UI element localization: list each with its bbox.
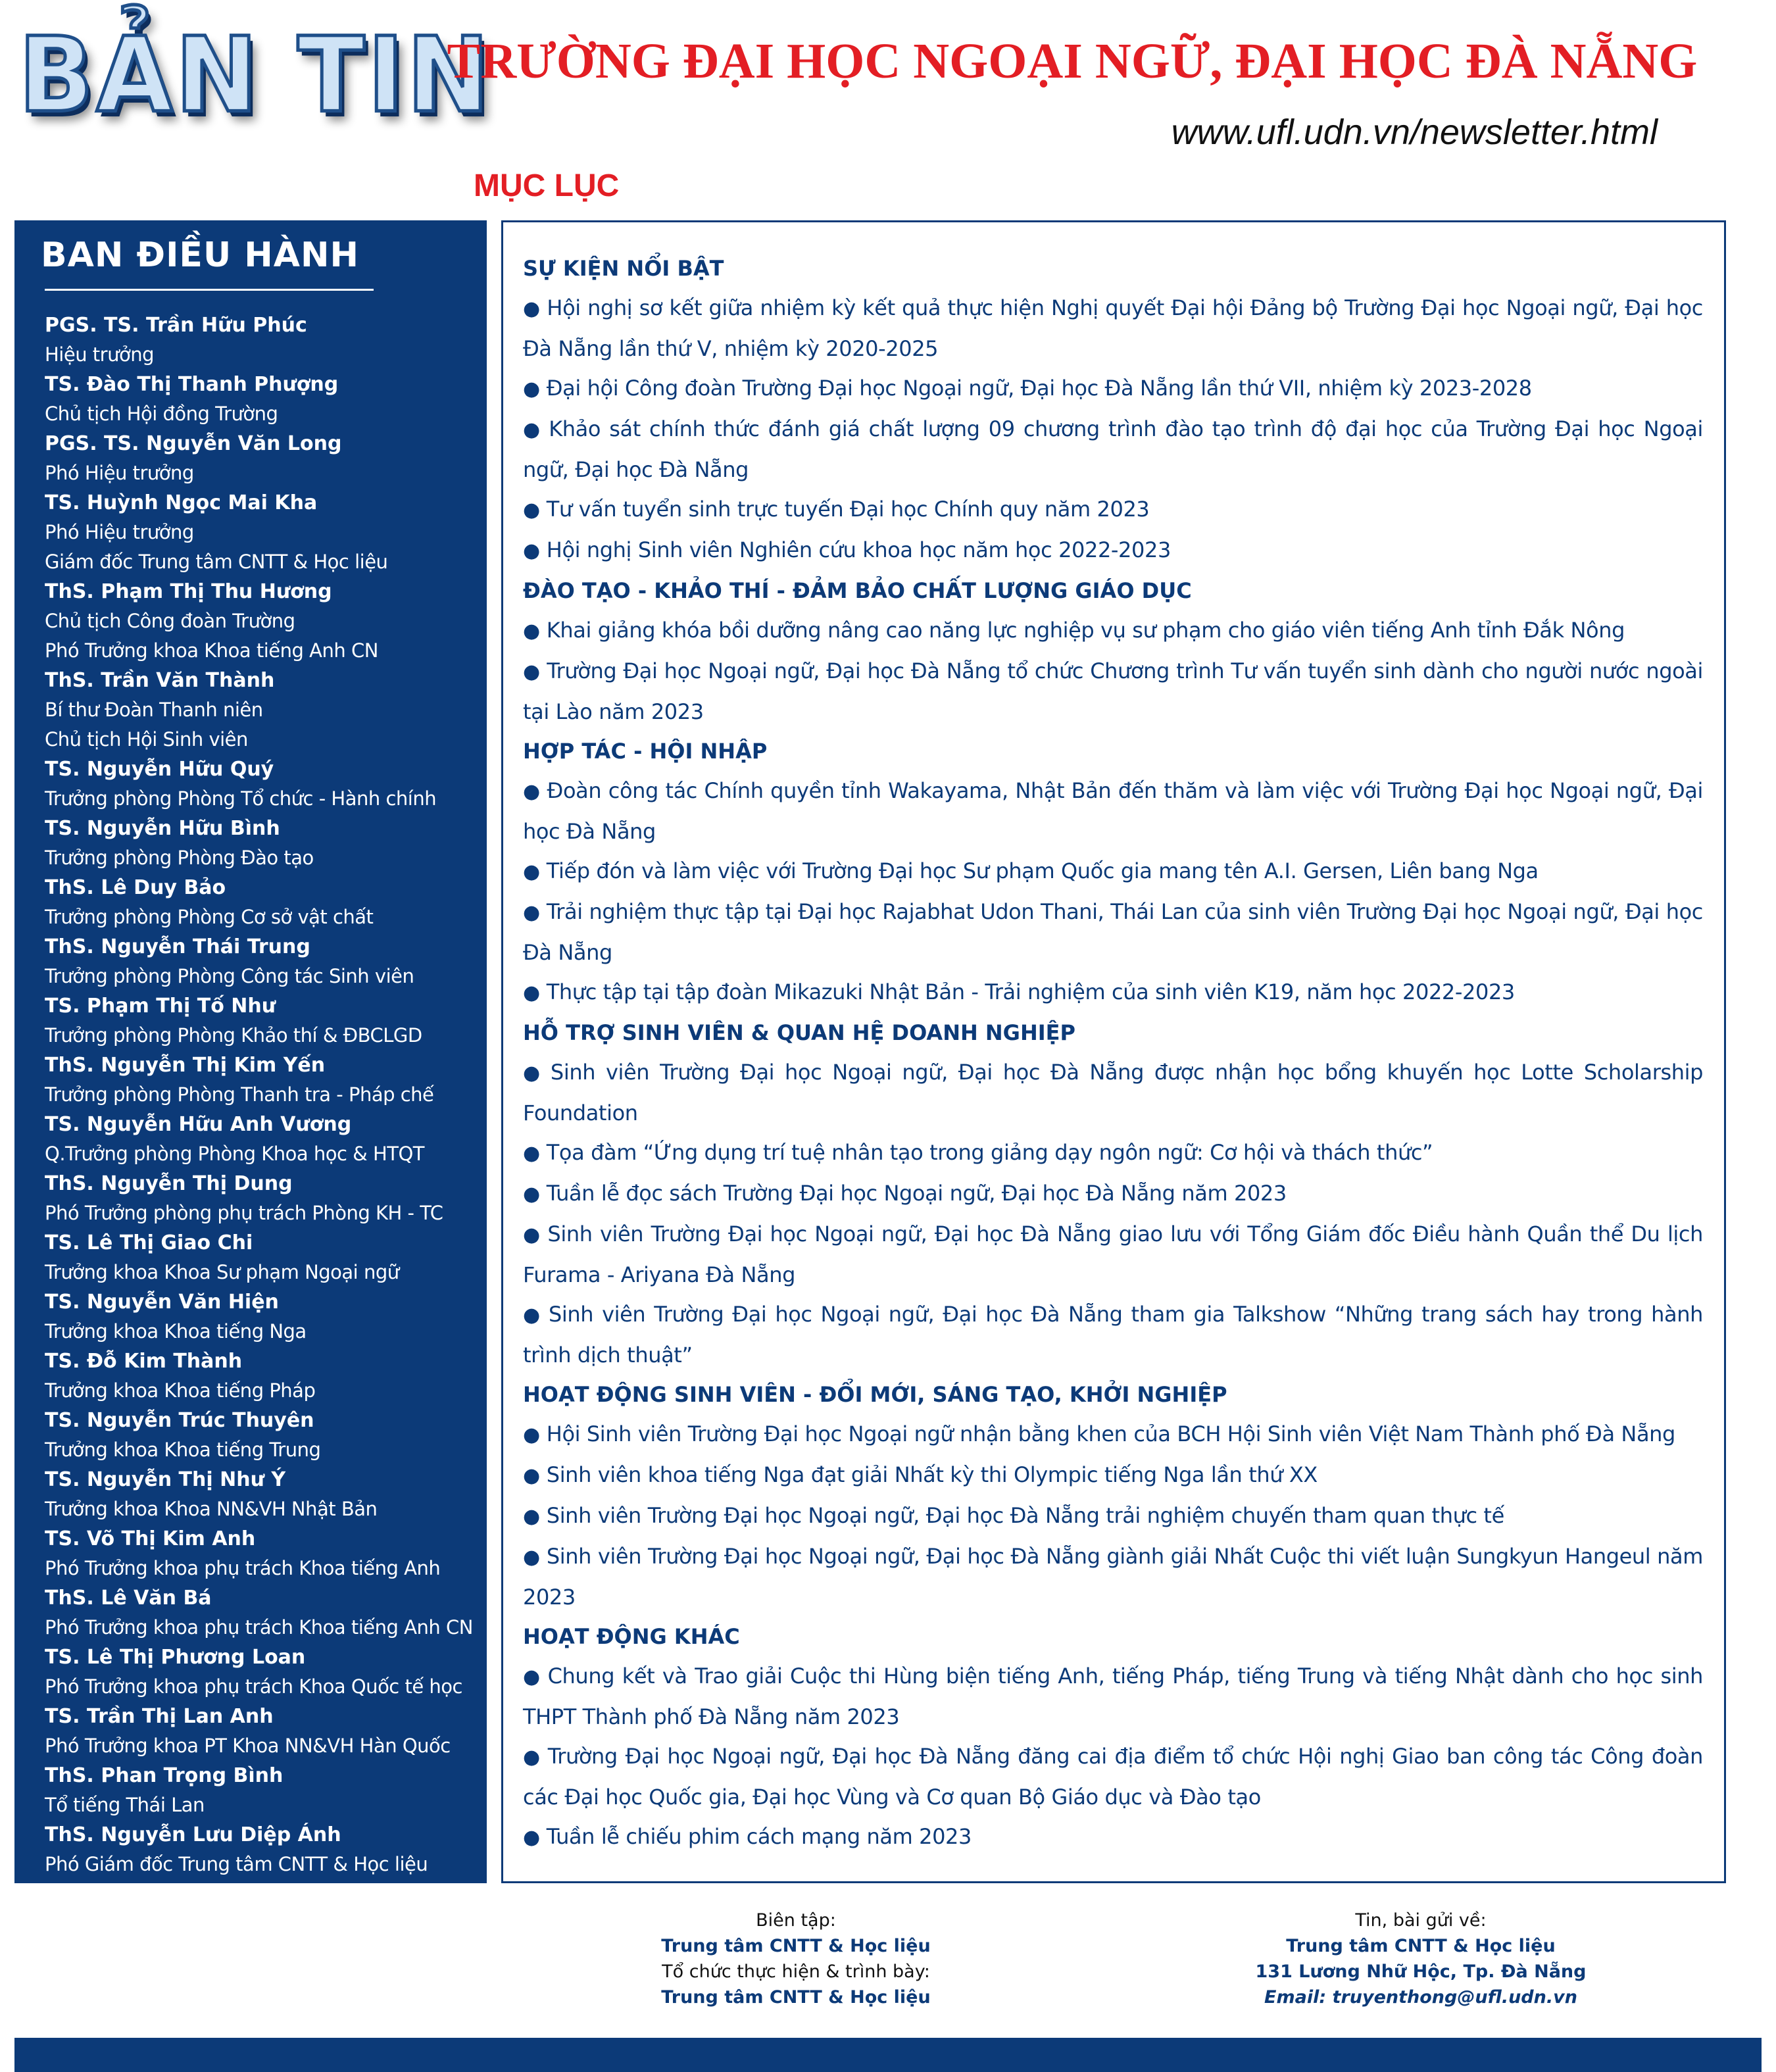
board-member xyxy=(45,1702,472,1761)
member-name: TS. Phạm Thị Tố Như xyxy=(45,995,276,1018)
toc-item-text: Sinh viên Trường Đại học Ngoại ngữ, Đại học Đà Nẵng giao lưu với Tổng Giám đốc Điều hành Quần thể Du lịch Furama - Ariyana Đà Nẵng xyxy=(523,1221,1703,1287)
member-name: PGS. TS. Nguyễn Văn Long xyxy=(45,432,342,456)
board-member xyxy=(45,429,472,488)
board-member xyxy=(45,310,472,370)
toc-item[interactable] xyxy=(523,851,1703,892)
member-role: Phó Trưởng khoa PT Khoa NN&VH Hàn Quốc xyxy=(45,1735,451,1758)
toc-section-title: HỢP TÁC - HỘI NHẬP xyxy=(523,739,768,764)
board-member xyxy=(45,1346,472,1406)
member-role: Trưởng phòng Phòng Công tác Sinh viên xyxy=(45,965,414,988)
member-name: PGS. TS. Trần Hữu Phúc xyxy=(45,314,307,337)
member-role: Q.Trưởng phòng Phòng Khoa học & HTQT xyxy=(45,1143,425,1166)
member-name: ThS. Trần Văn Thành xyxy=(45,669,275,693)
board-member xyxy=(45,488,472,577)
member-name: TS. Đào Thị Thanh Phượng xyxy=(45,373,339,397)
member-name: TS. Nguyễn Hữu Anh Vương xyxy=(45,1113,352,1137)
toc-item-text: Tọa đàm “Ứng dụng trí tuệ nhân tạo trong giảng dạy ngôn ngữ: Cơ hội và thách thức” xyxy=(546,1140,1433,1165)
bullet-icon: ● xyxy=(523,1304,542,1327)
member-name: ThS. Lê Văn Bá xyxy=(45,1587,212,1610)
member-role: Phó Trưởng khoa phụ trách Khoa tiếng Anh CN xyxy=(45,1616,473,1639)
toc-item[interactable] xyxy=(523,892,1703,972)
bullet-icon: ● xyxy=(523,499,540,522)
toc-item[interactable] xyxy=(523,1173,1703,1214)
board-member xyxy=(45,1820,472,1879)
board-member xyxy=(45,1287,472,1346)
bullet-icon: ● xyxy=(523,297,541,320)
member-name: TS. Huỳnh Ngọc Mai Kha xyxy=(45,491,318,515)
toc-item-text: Hội nghị sơ kết giữa nhiệm kỳ kết quả thực hiện Nghị quyết Đại hội Đảng bộ Trường Đại học Ngoại ngữ, Đại học Đà Nẵng lần thứ V, nhiệm kỳ 2020-2025 xyxy=(523,295,1703,361)
contact-credits xyxy=(1184,1908,1658,2010)
member-role: Chủ tịch Công đoàn Trường xyxy=(45,610,295,633)
bullet-icon: ● xyxy=(523,1826,540,1849)
footer-bar xyxy=(14,2038,1762,2072)
member-name: TS. Võ Thị Kim Anh xyxy=(45,1527,256,1551)
board-member xyxy=(45,1465,472,1524)
toc-item[interactable] xyxy=(523,1295,1703,1375)
member-role: Trưởng khoa Khoa Sư phạm Ngoại ngữ xyxy=(45,1261,399,1284)
member-role: Phó Trưởng khoa phụ trách Khoa tiếng Anh xyxy=(45,1557,441,1580)
member-role: Phó Trưởng khoa Khoa tiếng Anh CN xyxy=(45,639,378,662)
member-role: Tổ tiếng Thái Lan xyxy=(45,1794,205,1817)
toc-item-text: Khảo sát chính thức đánh giá chất lượng 09 chương trình đào tạo trình độ đại học của Trường Đại học Ngoại ngữ, Đại học Đà Nẵng xyxy=(523,416,1703,482)
toc-item[interactable] xyxy=(523,610,1703,651)
toc-item-text: Hội Sinh viên Trường Đại học Ngoại ngữ nhận bằng khen của BCH Hội Sinh viên Việt Nam Thành phố Đà Nẵng xyxy=(546,1421,1675,1446)
member-name: ThS. Phan Trọng Bình xyxy=(45,1764,284,1788)
bullet-icon: ● xyxy=(523,1062,544,1085)
bullet-icon: ● xyxy=(523,981,540,1004)
bullet-icon: ● xyxy=(523,1505,540,1528)
member-role: Trưởng phòng Phòng Đào tạo xyxy=(45,847,314,870)
toc-item-text: Tuần lễ chiếu phim cách mạng năm 2023 xyxy=(546,1824,972,1849)
member-name: TS. Nguyễn Hữu Quý xyxy=(45,758,274,781)
toc-item[interactable] xyxy=(523,651,1703,731)
bullet-icon: ● xyxy=(523,1746,541,1769)
member-name: TS. Lê Thị Giao Chi xyxy=(45,1231,253,1255)
design-value: Trung tâm CNTT & Học liệu xyxy=(661,1987,931,2008)
bullet-icon: ● xyxy=(523,1183,540,1206)
bullet-icon: ● xyxy=(523,780,541,803)
member-name: TS. Nguyễn Thị Như Ý xyxy=(45,1468,286,1492)
board-member xyxy=(45,1228,472,1287)
member-role: Phó Giám đốc Trung tâm CNTT & Học liệu xyxy=(45,1853,428,1876)
board-member xyxy=(45,932,472,991)
member-name: TS. Nguyễn Trúc Thuyên xyxy=(45,1409,314,1433)
member-name: ThS. Phạm Thị Thu Hương xyxy=(45,580,332,604)
bullet-icon: ● xyxy=(523,539,540,562)
editor-label: Biên tập: xyxy=(756,1910,836,1931)
member-name: TS. Trần Thị Lan Anh xyxy=(45,1705,274,1729)
member-role: Phó Trưởng khoa phụ trách Khoa Quốc tế học xyxy=(45,1675,462,1698)
toc-item-text: Trải nghiệm thực tập tại Đại học Rajabhat Udon Thani, Thái Lan của sinh viên Trường Đại học Ngoại ngữ, Đại học Đà Nẵng xyxy=(523,899,1703,965)
contact-org: Trung tâm CNTT & Học liệu xyxy=(1286,1936,1556,1956)
member-role: Trưởng khoa Khoa tiếng Nga xyxy=(45,1320,307,1343)
toc-item[interactable] xyxy=(523,972,1703,1013)
member-role: Trưởng phòng Phòng Khảo thí & ĐBCLGD xyxy=(45,1024,422,1047)
contact-address: 131 Lương Nhữ Hộc, Tp. Đà Nẵng xyxy=(1255,1961,1587,1982)
member-role: Phó Trưởng phòng phụ trách Phòng KH - TC xyxy=(45,1202,443,1225)
board-member xyxy=(45,1169,472,1228)
member-role: Chủ tịch Hội đồng Trường xyxy=(45,403,278,426)
member-role: Trưởng phòng Phòng Tổ chức - Hành chính xyxy=(45,787,437,810)
toc-item[interactable] xyxy=(523,530,1703,571)
toc-item[interactable] xyxy=(523,489,1703,530)
bullet-icon: ● xyxy=(523,1223,541,1246)
table-of-contents xyxy=(501,220,1726,1883)
board-member xyxy=(45,666,472,754)
board-member xyxy=(45,1524,472,1583)
toc-item-text: Đại hội Công đoàn Trường Đại học Ngoại ngữ, Đại học Đà Nẵng lần thứ VII, nhiệm kỳ 2023-2028 xyxy=(546,376,1532,401)
bullet-icon: ● xyxy=(523,901,540,924)
toc-item[interactable] xyxy=(523,1052,1703,1133)
bullet-icon: ● xyxy=(523,378,540,401)
member-name: ThS. Lê Duy Bảo xyxy=(45,876,226,900)
contact-email[interactable]: Email: truyenthong@ufl.udn.vn xyxy=(1264,1987,1577,2008)
board-divider xyxy=(45,289,374,291)
toc-item-text: Đoàn công tác Chính quyền tỉnh Wakayama, Nhật Bản đến thăm và làm việc với Trường Đại học Ngoại ngữ, Đại học Đà Nẵng xyxy=(523,778,1703,844)
toc-section-title: SỰ KIỆN NỔI BẬT xyxy=(523,256,724,281)
toc-item-text: Hội nghị Sinh viên Nghiên cứu khoa học năm học 2022-2023 xyxy=(546,537,1171,562)
member-role: Trưởng phòng Phòng Cơ sở vật chất xyxy=(45,906,374,929)
toc-item-text: Sinh viên Trường Đại học Ngoại ngữ, Đại học Đà Nẵng tham gia Talkshow “Những trang sách hay trong hành trình dịch thuật” xyxy=(523,1302,1703,1368)
toc-section-title: HOẠT ĐỘNG KHÁC xyxy=(523,1624,740,1649)
toc-item-text: Tư vấn tuyển sinh trực tuyến Đại học Chính quy năm 2023 xyxy=(546,497,1150,522)
toc-section-title: HOẠT ĐỘNG SINH VIÊN - ĐỔI MỚI, SÁNG TẠO, KHỞI NGHIỆP xyxy=(523,1382,1227,1407)
member-role: Hiệu trưởng xyxy=(45,343,155,366)
bullet-icon: ● xyxy=(523,1464,540,1487)
member-name: TS. Nguyễn Hữu Bình xyxy=(45,817,280,841)
member-name: ThS. Nguyễn Thái Trung xyxy=(45,935,310,959)
newsletter-logo: BẢN TIN xyxy=(18,15,492,136)
member-role: Giám đốc Trung tâm CNTT & Học liệu xyxy=(45,551,388,574)
bullet-icon: ● xyxy=(523,1423,540,1446)
toc-section-title: HỖ TRỢ SINH VIÊN & QUAN HỆ DOANH NGHIỆP xyxy=(523,1020,1075,1045)
toc-section-title: ĐÀO TẠO - KHẢO THÍ - ĐẢM BẢO CHẤT LƯỢNG GIÁO DỤC xyxy=(523,578,1192,603)
design-label: Tổ chức thực hiện & trình bày: xyxy=(662,1961,930,1982)
toc-item[interactable] xyxy=(523,368,1703,409)
toc-item-text: Tuần lễ đọc sách Trường Đại học Ngoại ngữ, Đại học Đà Nẵng năm 2023 xyxy=(546,1181,1287,1206)
toc-item[interactable] xyxy=(523,1455,1703,1496)
toc-item-text: Sinh viên Trường Đại học Ngoại ngữ, Đại học Đà Nẵng được nhận học bổng khuyến học Lotte Scholarship Foundation xyxy=(523,1060,1704,1125)
bullet-icon: ● xyxy=(523,418,543,441)
board-member xyxy=(45,1050,472,1110)
member-name: TS. Đỗ Kim Thành xyxy=(45,1350,243,1373)
member-name: ThS. Nguyễn Lưu Diệp Ánh xyxy=(45,1823,341,1847)
toc-heading: MỤC LỤC xyxy=(474,168,620,203)
member-name: ThS. Nguyễn Thị Kim Yến xyxy=(45,1054,326,1077)
bullet-icon: ● xyxy=(523,1665,541,1689)
member-role: Phó Hiệu trưởng xyxy=(45,462,194,485)
toc-item[interactable] xyxy=(523,288,1703,368)
bullet-icon: ● xyxy=(523,620,540,643)
member-role: Phó Hiệu trưởng xyxy=(45,521,194,544)
toc-item[interactable] xyxy=(523,1656,1703,1737)
toc-item[interactable] xyxy=(523,771,1703,851)
toc-sections xyxy=(523,249,1703,1858)
board-member xyxy=(45,577,472,666)
board-member xyxy=(45,814,472,873)
editorial-credits xyxy=(579,1908,1013,2010)
university-title: TRƯỜNG ĐẠI HỌC NGOẠI NGỮ, ĐẠI HỌC ĐÀ NẴNG xyxy=(447,34,1698,89)
board-member xyxy=(45,991,472,1050)
member-role: Trưởng phòng Phòng Thanh tra - Pháp chế xyxy=(45,1083,434,1106)
toc-item-text: Chung kết và Trao giải Cuộc thi Hùng biện tiếng Anh, tiếng Pháp, tiếng Trung và tiếng Nhật dành cho học sinh THPT Thành phố Đà Nẵng năm 2023 xyxy=(523,1664,1703,1729)
toc-item[interactable] xyxy=(523,1817,1703,1858)
toc-item-text: Sinh viên Trường Đại học Ngoại ngữ, Đại học Đà Nẵng trải nghiệm chuyến tham quan thực tế xyxy=(546,1503,1504,1528)
bullet-icon: ● xyxy=(523,860,540,883)
toc-item[interactable] xyxy=(523,409,1703,489)
executive-board-panel xyxy=(14,220,487,1883)
bullet-icon: ● xyxy=(523,1142,540,1165)
member-role: Trưởng khoa Khoa tiếng Pháp xyxy=(45,1379,316,1402)
member-role: Trưởng khoa Khoa NN&VH Nhật Bản xyxy=(45,1498,378,1521)
website-url[interactable]: www.ufl.udn.vn/newsletter.html xyxy=(1171,112,1658,152)
toc-item-text: Sinh viên khoa tiếng Nga đạt giải Nhất kỳ thi Olympic tiếng Nga lần thứ XX xyxy=(546,1462,1318,1487)
toc-item-text: Trường Đại học Ngoại ngữ, Đại học Đà Nẵng tổ chức Chương trình Tư vấn tuyển sinh dành cho người nước ngoài tại Lào năm 2023 xyxy=(523,658,1703,724)
board-member xyxy=(45,370,472,429)
editor-value: Trung tâm CNTT & Học liệu xyxy=(661,1936,931,1956)
member-role: Chủ tịch Hội Sinh viên xyxy=(45,728,248,751)
toc-item-text: Sinh viên Trường Đại học Ngoại ngữ, Đại học Đà Nẵng giành giải Nhất Cuộc thi viết luận Sungkyun Hangeul năm 2023 xyxy=(523,1544,1704,1610)
toc-item[interactable] xyxy=(523,1737,1703,1817)
board-member xyxy=(45,873,472,932)
bullet-icon: ● xyxy=(523,1546,540,1569)
board-member xyxy=(45,754,472,814)
toc-item-text: Thực tập tại tập đoàn Mikazuki Nhật Bản - Trải nghiệm của sinh viên K19, năm học 2022-2023 xyxy=(546,979,1515,1004)
contact-label: Tin, bài gửi về: xyxy=(1355,1910,1487,1931)
board-member xyxy=(45,1110,472,1169)
toc-item[interactable] xyxy=(523,1496,1703,1537)
board-member xyxy=(45,1583,472,1642)
toc-item[interactable] xyxy=(523,1214,1703,1295)
member-role: Trưởng khoa Khoa tiếng Trung xyxy=(45,1439,321,1462)
toc-item[interactable] xyxy=(523,1537,1703,1617)
bullet-icon: ● xyxy=(523,660,541,683)
toc-item[interactable] xyxy=(523,1414,1703,1455)
member-name: ThS. Nguyễn Thị Dung xyxy=(45,1172,293,1196)
toc-item[interactable] xyxy=(523,1133,1703,1173)
toc-item-text: Tiếp đón và làm việc với Trường Đại học Sư phạm Quốc gia mang tên A.I. Gersen, Liên bang Nga xyxy=(546,858,1539,883)
toc-item-text: Khai giảng khóa bồi dưỡng nâng cao năng lực nghiệp vụ sư phạm cho giáo viên tiếng Anh tỉnh Đắk Nông xyxy=(546,618,1625,643)
board-member xyxy=(45,1406,472,1465)
toc-item-text: Trường Đại học Ngoại ngữ, Đại học Đà Nẵng đăng cai địa điểm tổ chức Hội nghị Giao ban công tác Công đoàn các Đại học Quốc gia, Đại học Vùng và Cơ quan Bộ Giáo dục và Đào tạo xyxy=(523,1744,1703,1810)
member-name: TS. Nguyễn Văn Hiện xyxy=(45,1291,279,1314)
board-members-list xyxy=(32,310,472,1879)
member-name: TS. Lê Thị Phương Loan xyxy=(45,1646,306,1669)
board-member xyxy=(45,1642,472,1702)
board-title: BAN ĐIỀU HÀNH xyxy=(41,235,360,275)
member-role: Bí thư Đoàn Thanh niên xyxy=(45,699,263,722)
board-member xyxy=(45,1761,472,1820)
